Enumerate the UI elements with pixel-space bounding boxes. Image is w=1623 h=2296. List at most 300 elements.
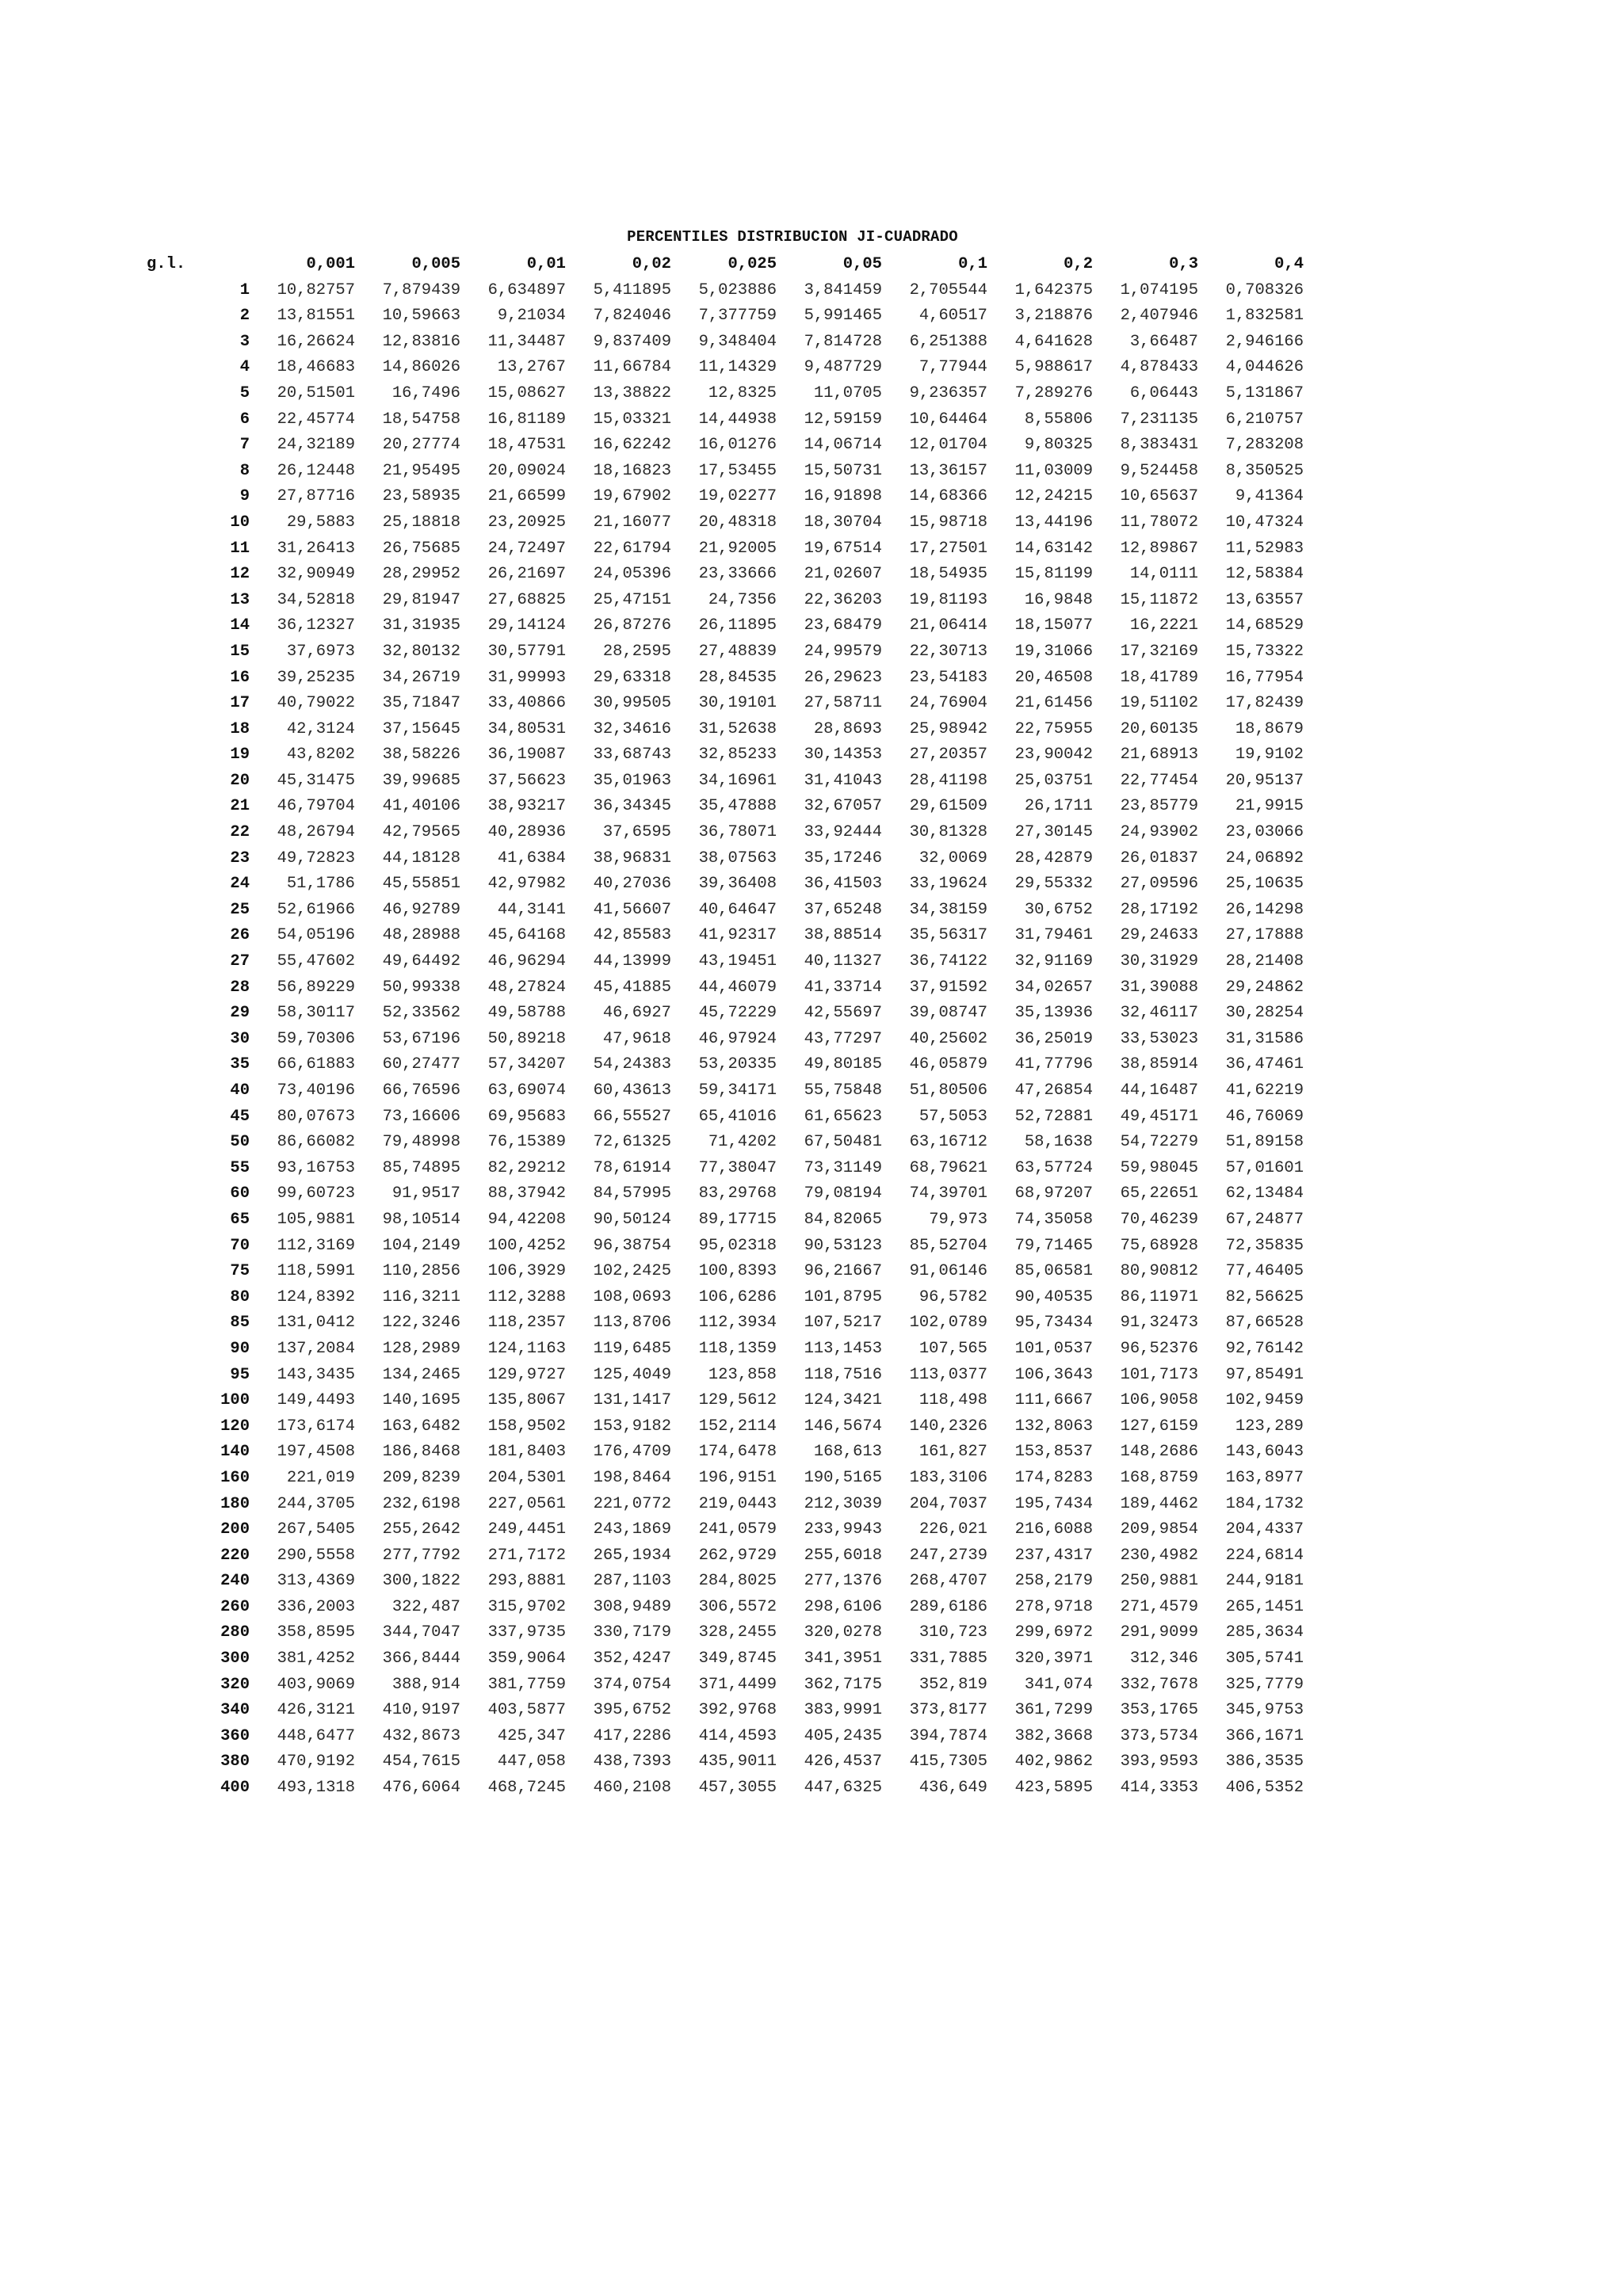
percentile-value-cell: 417,2286 bbox=[593, 1726, 671, 1745]
percentile-value-cell: 42,55697 bbox=[804, 1004, 882, 1023]
percentile-value-cell: 25,47151 bbox=[593, 590, 671, 609]
percentile-value-cell: 219,0443 bbox=[698, 1494, 777, 1513]
percentile-value-cell: 46,92789 bbox=[382, 900, 460, 919]
percentile-value-cell: 128,2989 bbox=[382, 1339, 460, 1358]
percentile-value-cell: 337,9735 bbox=[487, 1623, 566, 1642]
percentile-value-cell: 107,5217 bbox=[804, 1314, 882, 1333]
degrees-of-freedom-cell: 55 bbox=[230, 1158, 250, 1177]
degrees-of-freedom-cell: 25 bbox=[230, 900, 250, 919]
table-header-row bbox=[147, 252, 1304, 278]
percentile-value-cell: 255,2642 bbox=[382, 1520, 460, 1539]
percentile-value-cell: 49,45171 bbox=[1120, 1107, 1198, 1126]
percentile-value-cell: 33,92444 bbox=[804, 823, 882, 842]
percentile-value-cell: 31,41043 bbox=[804, 771, 882, 790]
degrees-of-freedom-cell: 100 bbox=[220, 1391, 250, 1410]
percentile-value-cell: 12,59159 bbox=[804, 410, 882, 429]
percentile-value-cell: 328,2455 bbox=[698, 1623, 777, 1642]
percentile-value-cell: 383,9991 bbox=[804, 1701, 882, 1720]
percentile-value-cell: 16,81189 bbox=[487, 410, 566, 429]
percentile-value-cell: 447,058 bbox=[497, 1753, 566, 1772]
percentile-value-cell: 102,0789 bbox=[909, 1314, 987, 1333]
table-row bbox=[147, 433, 1304, 459]
percentile-value-cell: 284,8025 bbox=[698, 1572, 777, 1591]
percentile-value-cell: 27,20357 bbox=[909, 746, 987, 765]
percentile-value-cell: 6,06443 bbox=[1129, 383, 1198, 402]
percentile-value-cell: 118,498 bbox=[918, 1391, 987, 1410]
percentile-value-cell: 80,90812 bbox=[1120, 1262, 1198, 1281]
percentile-value-cell: 325,7779 bbox=[1225, 1675, 1304, 1694]
percentile-value-cell: 6,251388 bbox=[909, 332, 987, 351]
percentile-value-cell: 51,89158 bbox=[1225, 1133, 1304, 1152]
percentile-value-cell: 106,6286 bbox=[698, 1287, 777, 1306]
percentile-value-cell: 12,58384 bbox=[1225, 565, 1304, 584]
percentile-value-cell: 46,05879 bbox=[909, 1055, 987, 1074]
percentile-value-cell: 24,72497 bbox=[487, 539, 566, 558]
percentile-value-cell: 395,6752 bbox=[593, 1701, 671, 1720]
table-row bbox=[147, 1156, 1304, 1182]
percentile-value-cell: 101,7173 bbox=[1120, 1365, 1198, 1384]
percentile-value-cell: 101,8795 bbox=[804, 1287, 882, 1306]
percentile-value-cell: 28,8693 bbox=[813, 719, 882, 738]
percentile-value-cell: 33,53023 bbox=[1120, 1029, 1198, 1048]
percentile-value-cell: 32,90949 bbox=[277, 565, 355, 584]
percentile-value-cell: 91,9517 bbox=[391, 1184, 460, 1203]
percentile-value-cell: 359,9064 bbox=[487, 1650, 566, 1669]
percentile-value-cell: 8,350525 bbox=[1225, 461, 1304, 480]
percentile-value-cell: 1,074195 bbox=[1120, 280, 1198, 299]
percentile-value-cell: 45,64168 bbox=[487, 926, 566, 945]
percentile-value-cell: 197,4508 bbox=[277, 1443, 355, 1462]
percentile-value-cell: 168,8759 bbox=[1120, 1468, 1198, 1487]
table-row bbox=[147, 588, 1304, 614]
percentile-value-cell: 153,9182 bbox=[593, 1417, 671, 1436]
percentile-value-cell: 15,11872 bbox=[1120, 590, 1198, 609]
percentile-value-cell: 14,06714 bbox=[804, 436, 882, 455]
percentile-value-cell: 41,40106 bbox=[382, 797, 460, 816]
degrees-of-freedom-cell: 6 bbox=[239, 410, 250, 429]
table-row bbox=[147, 1052, 1304, 1078]
percentile-value-cell: 161,827 bbox=[918, 1443, 987, 1462]
table-row bbox=[147, 536, 1304, 563]
percentile-value-cell: 21,02607 bbox=[804, 565, 882, 584]
percentile-value-cell: 51,80506 bbox=[909, 1081, 987, 1100]
percentile-value-cell: 13,44196 bbox=[1014, 513, 1093, 532]
percentile-value-cell: 44,18128 bbox=[382, 849, 460, 868]
percentile-value-cell: 381,4252 bbox=[277, 1650, 355, 1669]
percentile-value-cell: 352,4247 bbox=[593, 1650, 671, 1669]
percentile-value-cell: 57,5053 bbox=[918, 1107, 987, 1126]
percentile-value-cell: 244,3705 bbox=[277, 1494, 355, 1513]
percentile-value-cell: 386,3535 bbox=[1225, 1753, 1304, 1772]
percentile-value-cell: 44,3141 bbox=[497, 900, 566, 919]
degrees-of-freedom-header: g.l. bbox=[147, 255, 186, 273]
degrees-of-freedom-cell: 15 bbox=[230, 642, 250, 661]
percentile-value-cell: 82,29212 bbox=[487, 1158, 566, 1177]
percentile-value-cell: 300,1822 bbox=[382, 1572, 460, 1591]
percentile-value-cell: 4,641628 bbox=[1014, 332, 1093, 351]
degrees-of-freedom-cell: 13 bbox=[230, 590, 250, 609]
percentile-value-cell: 27,17888 bbox=[1225, 926, 1304, 945]
percentile-value-cell: 262,9729 bbox=[698, 1546, 777, 1565]
table-row bbox=[147, 742, 1304, 769]
percentile-value-cell: 468,7245 bbox=[487, 1779, 566, 1798]
percentile-value-cell: 37,91592 bbox=[909, 978, 987, 997]
percentile-value-cell: 298,6106 bbox=[804, 1597, 882, 1616]
percentile-value-cell: 44,13999 bbox=[593, 952, 671, 971]
percentile-value-cell: 30,14353 bbox=[804, 746, 882, 765]
percentile-value-cell: 18,15077 bbox=[1014, 616, 1093, 635]
percentile-value-cell: 21,92005 bbox=[698, 539, 777, 558]
percentile-value-cell: 1,642375 bbox=[1014, 280, 1093, 299]
degrees-of-freedom-cell: 260 bbox=[220, 1597, 250, 1616]
table-row bbox=[147, 1749, 1304, 1775]
table-row bbox=[147, 1646, 1304, 1672]
percentile-value-cell: 27,68825 bbox=[487, 590, 566, 609]
percentile-value-cell: 196,9151 bbox=[698, 1468, 777, 1487]
percentile-value-cell: 149,4493 bbox=[277, 1391, 355, 1410]
table-row bbox=[147, 1517, 1304, 1543]
percentile-value-cell: 42,3124 bbox=[286, 719, 355, 738]
percentile-value-cell: 39,25235 bbox=[277, 668, 355, 687]
degrees-of-freedom-cell: 27 bbox=[230, 952, 250, 971]
table-row bbox=[147, 303, 1304, 330]
percentile-value-cell: 102,2425 bbox=[593, 1262, 671, 1281]
degrees-of-freedom-cell: 21 bbox=[230, 797, 250, 816]
percentile-value-cell: 382,3668 bbox=[1014, 1726, 1093, 1745]
percentile-value-cell: 414,3353 bbox=[1120, 1779, 1198, 1798]
percentile-value-cell: 9,41364 bbox=[1235, 487, 1304, 506]
table-row bbox=[147, 1104, 1304, 1131]
percentile-value-cell: 28,2595 bbox=[602, 642, 671, 661]
percentile-value-cell: 131,0412 bbox=[277, 1314, 355, 1333]
percentile-value-cell: 73,40196 bbox=[277, 1081, 355, 1100]
percentile-value-cell: 20,48318 bbox=[698, 513, 777, 532]
percentile-value-cell: 49,58788 bbox=[487, 1004, 566, 1023]
percentile-value-cell: 31,26413 bbox=[277, 539, 355, 558]
percentile-value-cell: 29,5883 bbox=[286, 513, 355, 532]
percentile-value-cell: 277,7792 bbox=[382, 1546, 460, 1565]
percentile-value-cell: 22,45774 bbox=[277, 410, 355, 429]
percentile-value-cell: 20,09024 bbox=[487, 461, 566, 480]
degrees-of-freedom-cell: 70 bbox=[230, 1236, 250, 1255]
percentile-value-cell: 18,54935 bbox=[909, 565, 987, 584]
degrees-of-freedom-cell: 4 bbox=[239, 358, 250, 377]
percentile-value-cell: 37,15645 bbox=[382, 719, 460, 738]
percentile-value-cell: 24,93902 bbox=[1120, 823, 1198, 842]
percentile-value-cell: 5,131867 bbox=[1225, 383, 1304, 402]
percentile-value-cell: 84,82065 bbox=[804, 1210, 882, 1229]
percentile-value-cell: 39,99685 bbox=[382, 771, 460, 790]
percentile-value-cell: 287,1103 bbox=[593, 1572, 671, 1591]
percentile-value-cell: 119,6485 bbox=[593, 1339, 671, 1358]
percentile-value-cell: 45,31475 bbox=[277, 771, 355, 790]
percentile-value-cell: 38,88514 bbox=[804, 926, 882, 945]
percentile-value-cell: 3,66487 bbox=[1129, 332, 1198, 351]
degrees-of-freedom-cell: 340 bbox=[220, 1701, 250, 1720]
percentile-value-cell: 17,82439 bbox=[1225, 694, 1304, 713]
percentile-value-cell: 410,9197 bbox=[382, 1701, 460, 1720]
percentile-value-cell: 26,21697 bbox=[487, 565, 566, 584]
percentile-value-cell: 232,6198 bbox=[382, 1494, 460, 1513]
percentile-value-cell: 24,7356 bbox=[708, 590, 777, 609]
percentile-value-cell: 27,09596 bbox=[1120, 875, 1198, 894]
percentile-value-cell: 15,50731 bbox=[804, 461, 882, 480]
degrees-of-freedom-cell: 360 bbox=[220, 1726, 250, 1745]
percentile-value-cell: 33,68743 bbox=[593, 746, 671, 765]
percentile-value-cell: 7,814728 bbox=[804, 332, 882, 351]
percentile-value-cell: 49,72823 bbox=[277, 849, 355, 868]
percentile-value-cell: 57,01601 bbox=[1225, 1158, 1304, 1177]
percentile-value-cell: 30,6752 bbox=[1024, 900, 1093, 919]
percentile-value-cell: 7,377759 bbox=[698, 307, 777, 326]
percentile-value-cell: 67,24877 bbox=[1225, 1210, 1304, 1229]
percentile-value-cell: 74,39701 bbox=[909, 1184, 987, 1203]
percentile-value-cell: 40,28936 bbox=[487, 823, 566, 842]
table-row bbox=[147, 1698, 1304, 1724]
percentile-value-cell: 112,3934 bbox=[698, 1314, 777, 1333]
table-row bbox=[147, 1078, 1304, 1104]
percentile-value-cell: 227,0561 bbox=[487, 1494, 566, 1513]
table-row bbox=[147, 1207, 1304, 1234]
percentile-value-cell: 66,76596 bbox=[382, 1081, 460, 1100]
degrees-of-freedom-cell: 40 bbox=[230, 1081, 250, 1100]
percentile-value-cell: 32,80132 bbox=[382, 642, 460, 661]
table-row bbox=[147, 769, 1304, 795]
percentile-value-cell: 6,634897 bbox=[487, 280, 566, 299]
percentile-value-cell: 124,8392 bbox=[277, 1287, 355, 1306]
percentile-value-cell: 9,348404 bbox=[698, 332, 777, 351]
percentile-value-cell: 118,7516 bbox=[804, 1365, 882, 1384]
percentile-value-cell: 48,28988 bbox=[382, 926, 460, 945]
percentile-value-cell: 1,832581 bbox=[1225, 307, 1304, 326]
percentile-value-cell: 30,31929 bbox=[1120, 952, 1198, 971]
percentile-value-cell: 43,19451 bbox=[698, 952, 777, 971]
percentile-value-cell: 20,27774 bbox=[382, 436, 460, 455]
chi-square-percentile-table bbox=[147, 252, 1304, 1802]
percentile-value-cell: 16,91898 bbox=[804, 487, 882, 506]
percentile-value-cell: 140,1695 bbox=[382, 1391, 460, 1410]
percentile-value-cell: 371,4499 bbox=[698, 1675, 777, 1694]
percentile-value-cell: 415,7305 bbox=[909, 1753, 987, 1772]
percentile-value-cell: 21,16077 bbox=[593, 513, 671, 532]
percentile-value-cell: 5,411895 bbox=[593, 280, 671, 299]
percentile-value-cell: 5,991465 bbox=[804, 307, 882, 326]
percentile-value-cell: 44,16487 bbox=[1120, 1081, 1198, 1100]
percentile-value-cell: 31,99993 bbox=[487, 668, 566, 687]
percentile-value-cell: 247,2739 bbox=[909, 1546, 987, 1565]
percentile-value-cell: 454,7615 bbox=[382, 1753, 460, 1772]
percentile-value-cell: 2,946166 bbox=[1225, 332, 1304, 351]
percentile-value-cell: 20,95137 bbox=[1225, 771, 1304, 790]
percentile-value-cell: 96,21667 bbox=[804, 1262, 882, 1281]
percentile-value-cell: 13,63557 bbox=[1225, 590, 1304, 609]
percentile-value-cell: 30,57791 bbox=[487, 642, 566, 661]
percentile-value-cell: 131,1417 bbox=[593, 1391, 671, 1410]
degrees-of-freedom-cell: 1 bbox=[239, 280, 250, 299]
percentile-value-cell: 152,2114 bbox=[698, 1417, 777, 1436]
table-row bbox=[147, 1337, 1304, 1363]
percentile-value-cell: 113,1453 bbox=[804, 1339, 882, 1358]
percentile-column-header: 0,1 bbox=[958, 255, 987, 273]
percentile-column-header: 0,01 bbox=[526, 255, 566, 273]
percentile-value-cell: 11,66784 bbox=[593, 358, 671, 377]
percentile-value-cell: 403,9069 bbox=[277, 1675, 355, 1694]
table-row bbox=[147, 330, 1304, 356]
percentile-value-cell: 168,613 bbox=[813, 1443, 882, 1462]
percentile-value-cell: 406,5352 bbox=[1225, 1779, 1304, 1798]
percentile-value-cell: 35,47888 bbox=[698, 797, 777, 816]
percentile-value-cell: 373,5734 bbox=[1120, 1726, 1198, 1745]
degrees-of-freedom-cell: 95 bbox=[230, 1365, 250, 1384]
page-title: PERCENTILES DISTRIBUCION JI-CUADRADO bbox=[627, 228, 958, 246]
percentile-value-cell: 85,52704 bbox=[909, 1236, 987, 1255]
percentile-value-cell: 57,34207 bbox=[487, 1055, 566, 1074]
percentile-value-cell: 35,56317 bbox=[909, 926, 987, 945]
percentile-value-cell: 18,46683 bbox=[277, 358, 355, 377]
percentile-value-cell: 108,0693 bbox=[593, 1287, 671, 1306]
degrees-of-freedom-cell: 320 bbox=[220, 1675, 250, 1694]
percentile-value-cell: 11,52983 bbox=[1225, 539, 1304, 558]
percentile-value-cell: 24,76904 bbox=[909, 694, 987, 713]
percentile-value-cell: 26,1711 bbox=[1024, 797, 1093, 816]
percentile-value-cell: 77,46405 bbox=[1225, 1262, 1304, 1281]
percentile-value-cell: 5,988617 bbox=[1014, 358, 1093, 377]
percentile-value-cell: 23,20925 bbox=[487, 513, 566, 532]
table-row bbox=[147, 459, 1304, 485]
percentile-value-cell: 85,06581 bbox=[1014, 1262, 1093, 1281]
percentile-value-cell: 54,05196 bbox=[277, 926, 355, 945]
percentile-value-cell: 36,25019 bbox=[1014, 1029, 1093, 1048]
table-row bbox=[147, 381, 1304, 407]
table-row bbox=[147, 1595, 1304, 1621]
percentile-value-cell: 332,7678 bbox=[1120, 1675, 1198, 1694]
percentile-value-cell: 3,218876 bbox=[1014, 307, 1093, 326]
percentile-value-cell: 25,03751 bbox=[1014, 771, 1093, 790]
percentile-value-cell: 19,51102 bbox=[1120, 694, 1198, 713]
percentile-value-cell: 129,5612 bbox=[698, 1391, 777, 1410]
percentile-value-cell: 17,53455 bbox=[698, 461, 777, 480]
percentile-value-cell: 50,89218 bbox=[487, 1029, 566, 1048]
percentile-value-cell: 438,7393 bbox=[593, 1753, 671, 1772]
percentile-value-cell: 198,8464 bbox=[593, 1468, 671, 1487]
percentile-value-cell: 221,0772 bbox=[593, 1494, 671, 1513]
degrees-of-freedom-cell: 120 bbox=[220, 1417, 250, 1436]
percentile-value-cell: 59,34171 bbox=[698, 1081, 777, 1100]
table-row bbox=[147, 717, 1304, 743]
percentile-value-cell: 16,9848 bbox=[1024, 590, 1093, 609]
percentile-value-cell: 11,78072 bbox=[1120, 513, 1198, 532]
percentile-value-cell: 313,4369 bbox=[277, 1572, 355, 1591]
percentile-value-cell: 306,5572 bbox=[698, 1597, 777, 1616]
degrees-of-freedom-cell: 400 bbox=[220, 1779, 250, 1798]
percentile-value-cell: 18,30704 bbox=[804, 513, 882, 532]
percentile-value-cell: 403,5877 bbox=[487, 1701, 566, 1720]
percentile-value-cell: 14,0111 bbox=[1129, 565, 1198, 584]
percentile-value-cell: 22,77454 bbox=[1120, 771, 1198, 790]
percentile-value-cell: 195,7434 bbox=[1014, 1494, 1093, 1513]
percentile-value-cell: 426,4537 bbox=[804, 1753, 882, 1772]
percentile-value-cell: 361,7299 bbox=[1014, 1701, 1093, 1720]
percentile-value-cell: 394,7874 bbox=[909, 1726, 987, 1745]
percentile-value-cell: 105,9881 bbox=[277, 1210, 355, 1229]
percentile-value-cell: 186,8468 bbox=[382, 1443, 460, 1462]
percentile-value-cell: 153,8537 bbox=[1014, 1443, 1093, 1462]
percentile-value-cell: 16,62242 bbox=[593, 436, 671, 455]
percentile-value-cell: 55,75848 bbox=[804, 1081, 882, 1100]
percentile-value-cell: 22,30713 bbox=[909, 642, 987, 661]
percentile-value-cell: 7,879439 bbox=[382, 280, 460, 299]
percentile-value-cell: 32,0069 bbox=[918, 849, 987, 868]
percentile-value-cell: 23,33666 bbox=[698, 565, 777, 584]
percentile-value-cell: 237,4317 bbox=[1014, 1546, 1093, 1565]
percentile-value-cell: 18,8679 bbox=[1235, 719, 1304, 738]
percentile-value-cell: 19,02277 bbox=[698, 487, 777, 506]
percentile-value-cell: 63,57724 bbox=[1014, 1158, 1093, 1177]
percentile-value-cell: 322,487 bbox=[391, 1597, 460, 1616]
percentile-value-cell: 34,52818 bbox=[277, 590, 355, 609]
percentile-value-cell: 44,46079 bbox=[698, 978, 777, 997]
percentile-value-cell: 23,85779 bbox=[1120, 797, 1198, 816]
percentile-value-cell: 72,61325 bbox=[593, 1133, 671, 1152]
percentile-value-cell: 76,15389 bbox=[487, 1133, 566, 1152]
percentile-value-cell: 106,3929 bbox=[487, 1262, 566, 1281]
percentile-value-cell: 48,27824 bbox=[487, 978, 566, 997]
percentile-value-cell: 37,65248 bbox=[804, 900, 882, 919]
percentile-value-cell: 16,7496 bbox=[391, 383, 460, 402]
percentile-value-cell: 8,383431 bbox=[1120, 436, 1198, 455]
percentile-value-cell: 60,43613 bbox=[593, 1081, 671, 1100]
table-header bbox=[147, 252, 1304, 278]
percentile-value-cell: 28,41198 bbox=[909, 771, 987, 790]
table-row bbox=[147, 1001, 1304, 1027]
percentile-column-header: 0,05 bbox=[842, 255, 882, 273]
percentile-value-cell: 135,8067 bbox=[487, 1391, 566, 1410]
percentile-value-cell: 36,12327 bbox=[277, 616, 355, 635]
percentile-value-cell: 88,37942 bbox=[487, 1184, 566, 1203]
percentile-value-cell: 35,17246 bbox=[804, 849, 882, 868]
percentile-value-cell: 74,35058 bbox=[1014, 1210, 1093, 1229]
percentile-value-cell: 96,5782 bbox=[918, 1287, 987, 1306]
percentile-value-cell: 12,83816 bbox=[382, 332, 460, 351]
percentile-value-cell: 53,20335 bbox=[698, 1055, 777, 1074]
percentile-value-cell: 268,4707 bbox=[909, 1572, 987, 1591]
percentile-value-cell: 96,38754 bbox=[593, 1236, 671, 1255]
percentile-value-cell: 457,3055 bbox=[698, 1779, 777, 1798]
percentile-value-cell: 123,858 bbox=[708, 1365, 777, 1384]
percentile-value-cell: 24,06892 bbox=[1225, 849, 1304, 868]
percentile-value-cell: 38,96831 bbox=[593, 849, 671, 868]
percentile-value-cell: 26,11895 bbox=[698, 616, 777, 635]
degrees-of-freedom-cell: 12 bbox=[230, 565, 250, 584]
percentile-value-cell: 85,74895 bbox=[382, 1158, 460, 1177]
percentile-value-cell: 6,210757 bbox=[1225, 410, 1304, 429]
percentile-value-cell: 100,4252 bbox=[487, 1236, 566, 1255]
percentile-value-cell: 176,4709 bbox=[593, 1443, 671, 1462]
percentile-value-cell: 4,60517 bbox=[918, 307, 987, 326]
percentile-value-cell: 362,7175 bbox=[804, 1675, 882, 1694]
degrees-of-freedom-cell: 75 bbox=[230, 1262, 250, 1281]
percentile-value-cell: 35,01963 bbox=[593, 771, 671, 790]
percentile-value-cell: 299,6972 bbox=[1014, 1623, 1093, 1642]
percentile-value-cell: 49,80185 bbox=[804, 1055, 882, 1074]
percentile-value-cell: 18,16823 bbox=[593, 461, 671, 480]
table-row bbox=[147, 1130, 1304, 1156]
percentile-value-cell: 25,10635 bbox=[1225, 875, 1304, 894]
percentile-value-cell: 212,3039 bbox=[804, 1494, 882, 1513]
percentile-value-cell: 55,47602 bbox=[277, 952, 355, 971]
degrees-of-freedom-cell: 17 bbox=[230, 694, 250, 713]
degrees-of-freedom-cell: 65 bbox=[230, 1210, 250, 1229]
